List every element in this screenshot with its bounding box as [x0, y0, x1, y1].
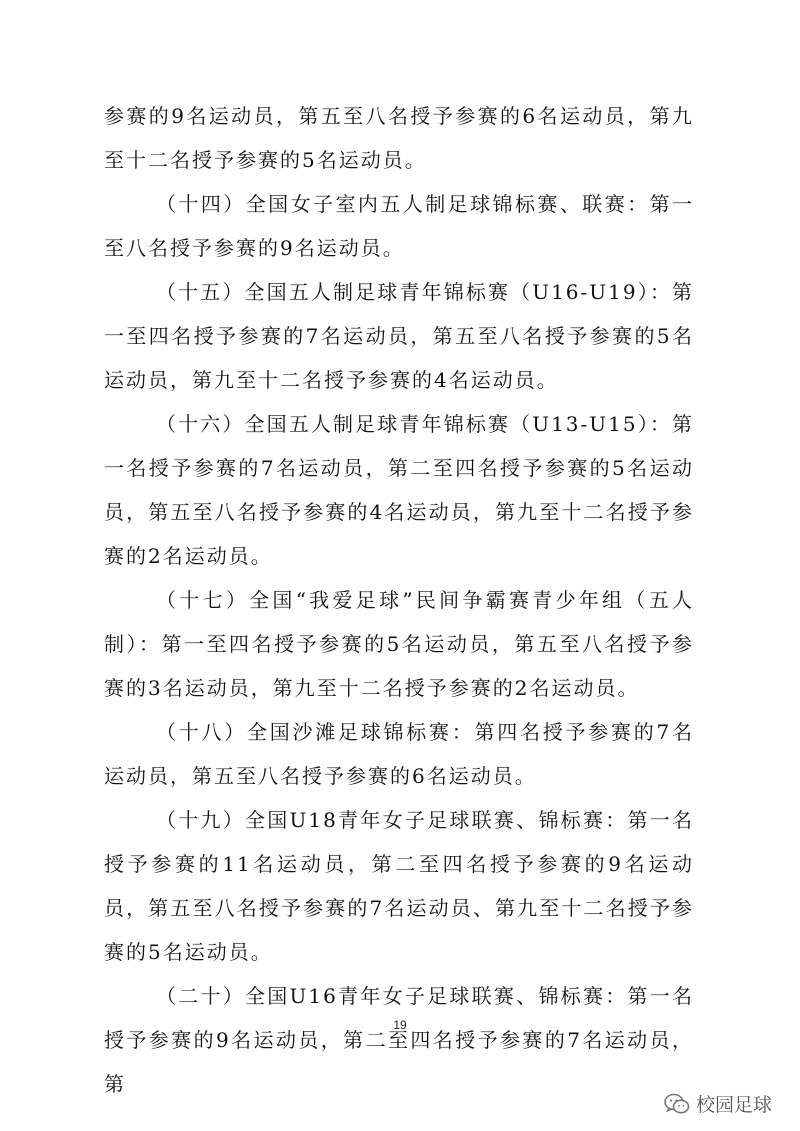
paragraph-item-20: （二十）全国U16青年女子足球联赛、锦标赛：第一名授予参赛的9名运动员，第二至四名授予参赛的7名运动员，第 — [104, 984, 694, 1096]
paragraph-item-17: （十七）全国“我爱足球”民间争霸赛青少年组（五人制）：第一至四名授予参赛的5名运动员，第五至八名授予参赛的3名运动员，第九至十二名授予参赛的2名运动员。 — [104, 588, 694, 700]
paragraph-item-14: （十四）全国女子室内五人制足球锦标赛、联赛：第一至八名授予参赛的9名运动员。 — [104, 192, 694, 260]
paragraph-item-19: （十九）全国U18青年女子足球联赛、锦标赛：第一名授予参赛的11名运动员，第二至四名授予参赛的9名运动员，第五至八名授予参赛的7名运动员、第九至十二名授予参赛的5名运动员。 — [104, 808, 694, 964]
watermark — [664, 1090, 772, 1117]
page-number: 19 — [393, 1018, 407, 1032]
paragraph-item-15: （十五）全国五人制足球青年锦标赛（U16-U19）：第一至四名授予参赛的7名运动员，第五至八名授予参赛的5名运动员，第九至十二名授予参赛的4名运动员。 — [104, 280, 694, 392]
paragraph-item-16: （十六）全国五人制足球青年锦标赛（U13-U15）：第一名授予参赛的7名运动员，第二至四名授予参赛的5名运动员，第五至八名授予参赛的4名运动员，第九至十二名授予参赛的2名运动员。 — [104, 412, 694, 568]
document-body — [104, 94, 694, 1106]
paragraph-item-18: （十八）全国沙滩足球锦标赛：第四名授予参赛的7名运动员，第五至八名授予参赛的6名运动员。 — [104, 720, 694, 788]
watermark-text: 校园足球 — [695, 1094, 772, 1116]
wechat-icon — [664, 1093, 690, 1115]
paragraph-continuation: 参赛的9名运动员，第五至八名授予参赛的6名运动员，第九至十二名授予参赛的5名运动员。 — [104, 104, 694, 172]
